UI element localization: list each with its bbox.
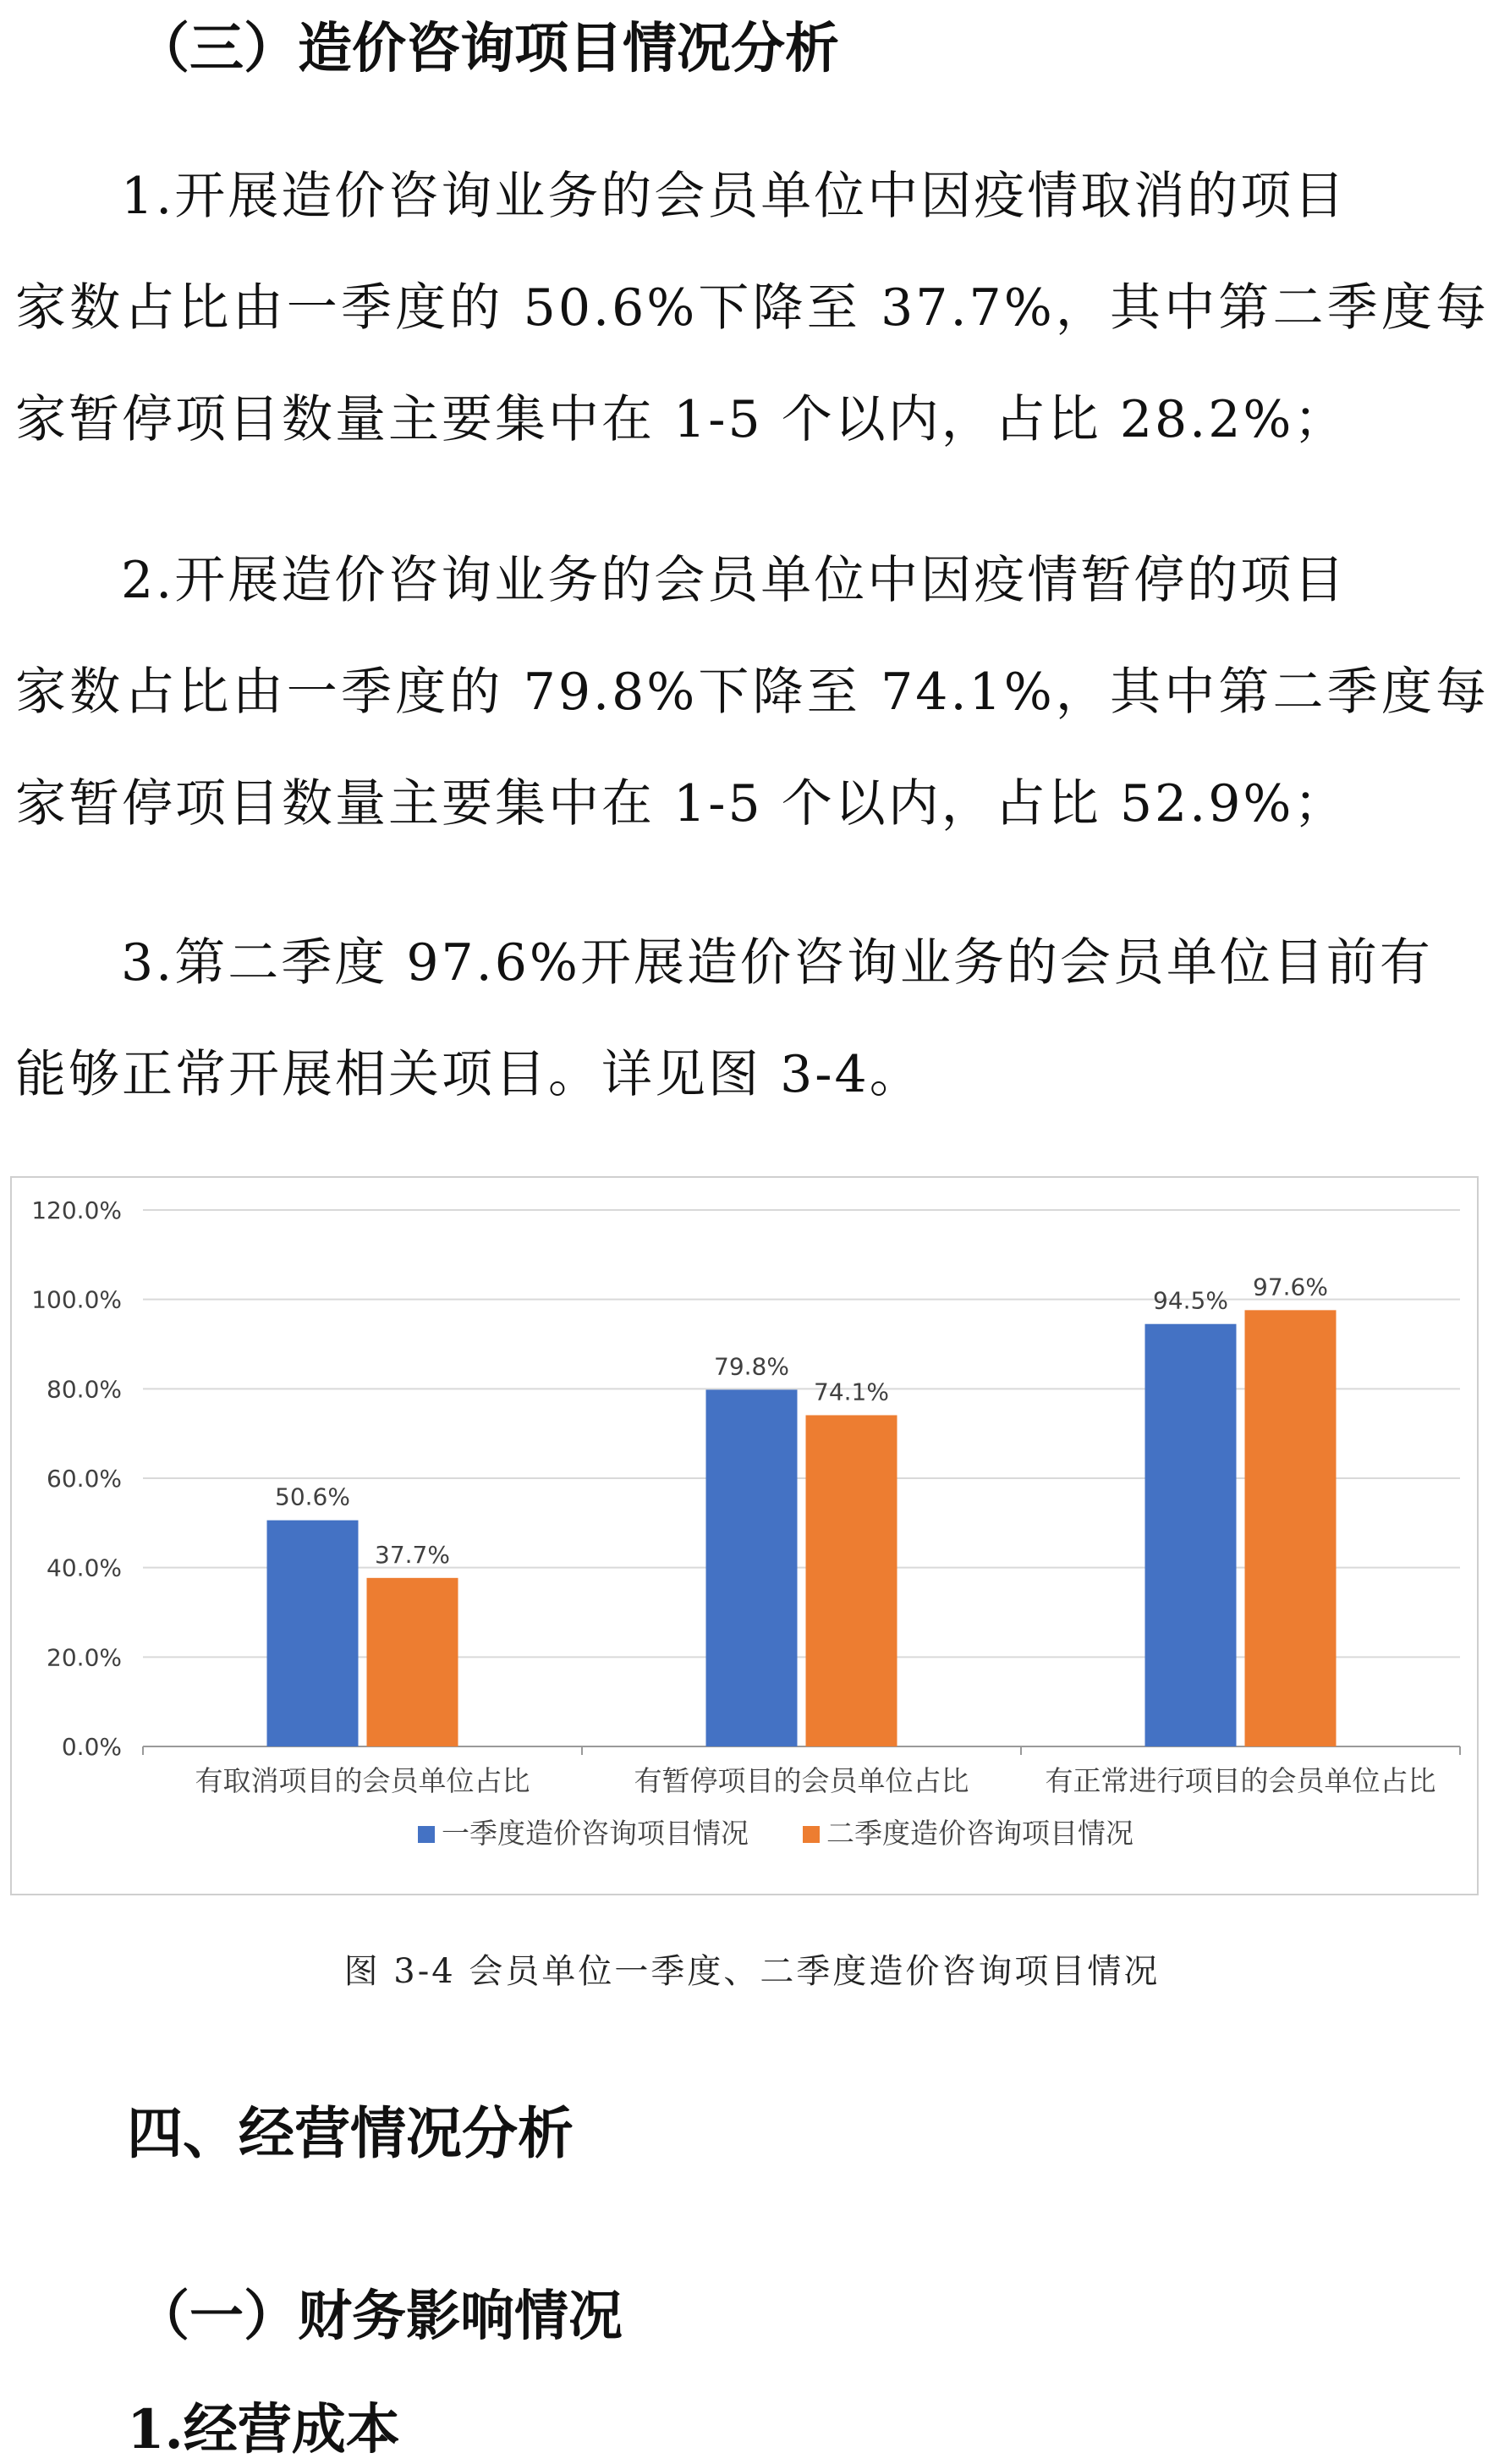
paragraph-3-text: 能够正常开展相关项目。详见图 3-4。: [15, 1045, 923, 1104]
x-category-label: 有暂停项目的会员单位占比: [634, 1764, 969, 1797]
data-label: 79.8%: [714, 1352, 789, 1381]
x-category-label: 有正常进行项目的会员单位占比: [1045, 1764, 1436, 1797]
bar-chart: [10, 1176, 1479, 1895]
bar-chart-svg: [12, 1178, 1477, 1894]
data-label: 94.5%: [1153, 1286, 1228, 1315]
subsection-heading: （一）财务影响情况: [135, 2285, 623, 2348]
paragraph-2-text: 家数占比由一季度的 79.8%下降至 74.1%，其中第二季度每家暂停项目数量主要集中在 1-5 个以内，占比 52.9%；: [15, 663, 1489, 833]
bar: [1145, 1324, 1237, 1746]
y-tick-label: 20.0%: [47, 1643, 122, 1672]
legend-label: 一季度造价咨询项目情况: [442, 1817, 749, 1850]
legend-swatch: [418, 1826, 435, 1843]
data-label: 74.1%: [814, 1378, 889, 1406]
y-tick-label: 0.0%: [61, 1733, 122, 1761]
data-label: 97.6%: [1253, 1273, 1328, 1301]
figure-caption: 图 3-4 会员单位一季度、二季度造价咨询项目情况: [343, 1952, 1161, 1991]
data-label: 37.7%: [375, 1540, 450, 1569]
data-label: 50.6%: [275, 1482, 350, 1511]
paragraph-1-text: 家数占比由一季度的 50.6%下降至 37.7%，其中第二季度每家暂停项目数量主要集中在 1-5 个以内，占比 28.2%；: [15, 278, 1489, 449]
legend-swatch: [803, 1826, 820, 1843]
paragraph-2-line-1: 2.开展造价咨询业务的会员单位中因疫情暂停的项目: [121, 551, 1348, 610]
section-heading-3: （三）造价咨询项目情况分析: [135, 17, 839, 80]
y-tick-label: 80.0%: [47, 1375, 122, 1404]
item-heading: 1.经营成本: [127, 2398, 400, 2461]
bar: [1245, 1310, 1337, 1746]
y-tick-label: 60.0%: [47, 1465, 122, 1493]
paragraph-2: [15, 525, 1489, 860]
paragraph-3: [15, 907, 1489, 1130]
section-heading-4: 四、经营情况分析: [127, 2100, 574, 2166]
bar: [706, 1389, 798, 1746]
bar: [806, 1416, 897, 1746]
x-category-label: 有取消项目的会员单位占比: [195, 1764, 530, 1797]
y-tick-label: 40.0%: [47, 1554, 122, 1582]
y-tick-label: 100.0%: [31, 1285, 122, 1314]
y-tick-label: 120.0%: [31, 1196, 122, 1224]
paragraph-1: [15, 140, 1489, 476]
bar: [267, 1521, 359, 1746]
paragraph-3-line-1: 3.第二季度 97.6%开展造价咨询业务的会员单位目前有: [121, 933, 1433, 993]
bar: [367, 1578, 458, 1746]
paragraph-1-line-1: 1.开展造价咨询业务的会员单位中因疫情取消的项目: [121, 167, 1348, 226]
legend-label: 二季度造价咨询项目情况: [826, 1817, 1133, 1850]
